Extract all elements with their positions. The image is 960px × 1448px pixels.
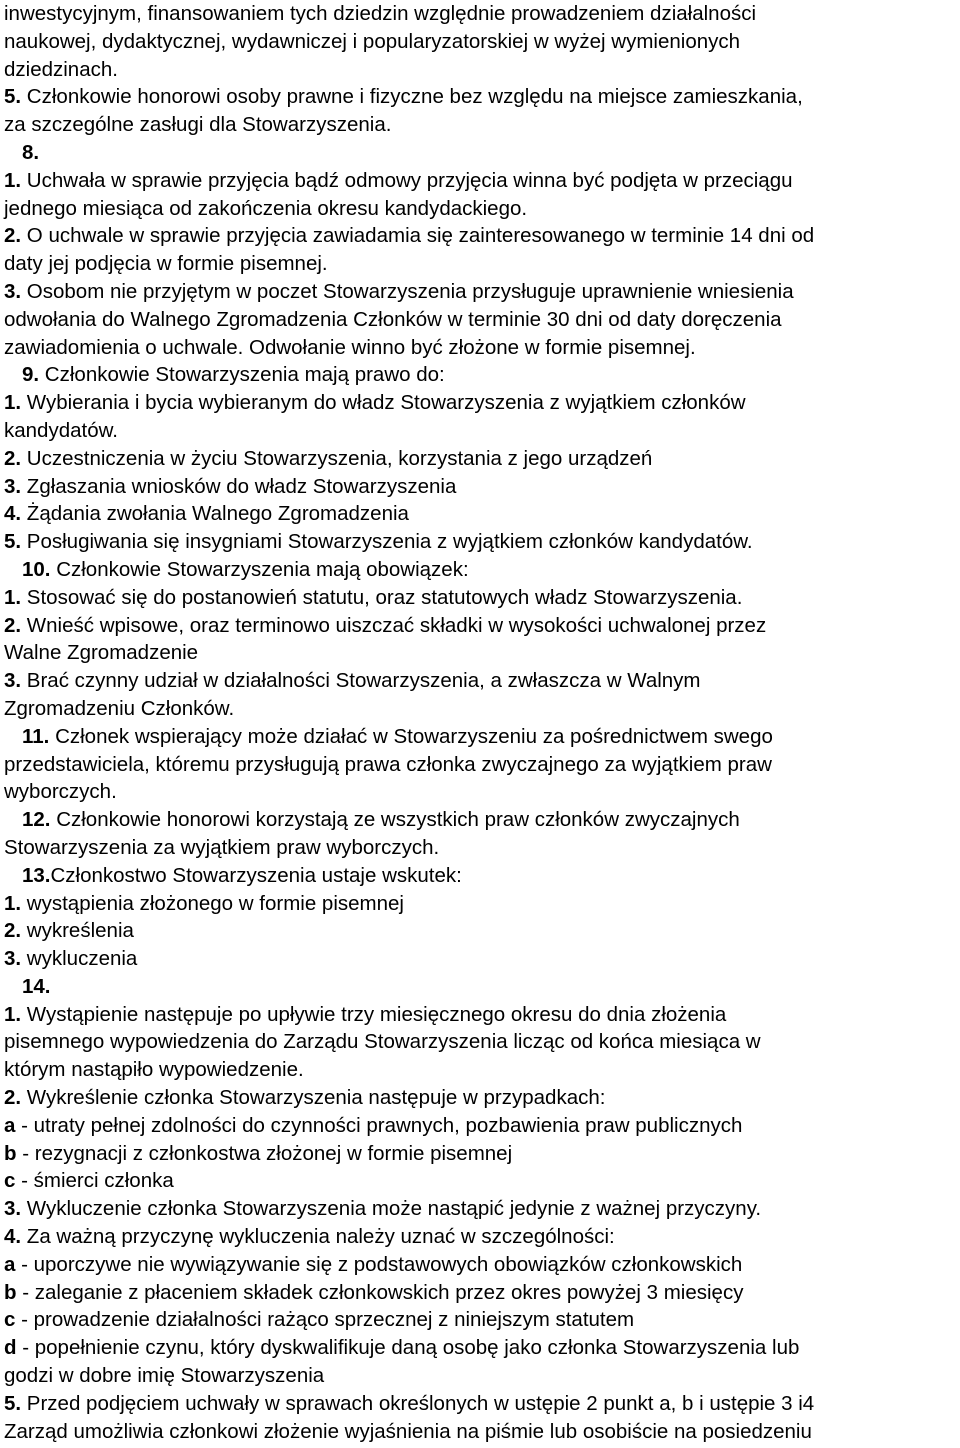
document-line xyxy=(4,751,956,779)
line-text: naukowej, dydaktycznej, wydawniczej i popularyzatorskiej w wyżej wymienionych xyxy=(4,29,741,53)
document-line xyxy=(4,139,956,167)
document-line xyxy=(4,1306,956,1334)
item-number: 4. xyxy=(4,1225,22,1249)
item-number: 3. xyxy=(4,947,22,971)
document-line xyxy=(4,278,956,306)
line-text: Brać czynny udział w działalności Stowarzyszenia, a zwłaszcza w Walnym xyxy=(21,669,701,693)
document-line xyxy=(4,723,956,751)
line-text: Członkowie Stowarzyszenia mają obowiązek: xyxy=(50,557,469,581)
line-text: Przed podjęciem uchwały w sprawach określonych w ustępie 2 punkt a, b i ustępie 3 i4 xyxy=(21,1391,815,1415)
document-line xyxy=(4,0,956,28)
line-text: wystąpienia złożonego w formie pisemnej xyxy=(21,891,404,915)
line-text: Zgromadzeniu Członków. xyxy=(4,696,235,720)
item-number: 3. xyxy=(4,1197,22,1221)
document-line xyxy=(4,890,956,918)
document-line xyxy=(4,167,956,195)
document-line xyxy=(4,973,956,1001)
document-line xyxy=(4,445,956,473)
item-number: 9. xyxy=(22,363,40,387)
document-line xyxy=(4,417,956,445)
document-line xyxy=(4,639,956,667)
line-text: Członkostwo Stowarzyszenia ustaje wskutek: xyxy=(50,863,462,887)
line-text: wyborczych. xyxy=(4,780,117,804)
item-number: c xyxy=(4,1169,16,1193)
line-text: inwestycyjnym, finansowaniem tych dziedzin względnie prowadzeniem działalności xyxy=(4,2,757,25)
document-line xyxy=(4,1334,956,1362)
document-line xyxy=(4,806,956,834)
document-line xyxy=(4,612,956,640)
line-text: Uchwała w sprawie przyjęcia bądź odmowy przyjęcia winna być podjęta w przeciągu xyxy=(21,168,793,192)
document-line xyxy=(4,667,956,695)
document-line xyxy=(4,1084,956,1112)
line-text: godzi w dobre imię Stowarzyszenia xyxy=(4,1364,325,1388)
line-text: wykluczenia xyxy=(21,947,138,971)
line-text: Osobom nie przyjętym w poczet Stowarzyszenia przysługuje uprawnienie wniesienia xyxy=(21,279,794,303)
document-line xyxy=(4,222,956,250)
document-line xyxy=(4,389,956,417)
item-number: a xyxy=(4,1113,16,1137)
document-line xyxy=(4,917,956,945)
line-text: Członek wspierający może działać w Stowarzyszeniu za pośrednictwem swego xyxy=(49,724,773,748)
line-text: - prowadzenie działalności rażąco sprzecznej z niniejszym statutem xyxy=(15,1308,635,1332)
item-number: 5. xyxy=(4,1391,22,1415)
item-number: 4. xyxy=(4,502,22,526)
item-number: 5. xyxy=(4,530,22,554)
line-text: daty jej podjęcia w formie pisemnej. xyxy=(4,252,328,276)
document-line xyxy=(4,1390,956,1418)
document-line xyxy=(4,1112,956,1140)
line-text: przedstawiciela, któremu przysługują prawa członka zwyczajnego za wyjątkiem praw xyxy=(4,752,772,776)
line-text: Wykreślenie członka Stowarzyszenia następuje w przypadkach: xyxy=(21,1086,606,1110)
document-line xyxy=(4,1195,956,1223)
item-number: 8. xyxy=(22,140,40,164)
document-line xyxy=(4,306,956,334)
item-number: 2. xyxy=(4,613,22,637)
document-line xyxy=(4,584,956,612)
line-text: jednego miesiąca od zakończenia okresu kandydackiego. xyxy=(4,196,528,220)
document-line xyxy=(4,1362,956,1390)
document-line xyxy=(4,1223,956,1251)
item-number: 3. xyxy=(4,669,22,693)
document-line xyxy=(4,56,956,84)
document-line xyxy=(4,250,956,278)
document-line xyxy=(4,834,956,862)
document-line xyxy=(4,528,956,556)
line-text: wykreślenia xyxy=(21,919,134,943)
document-line xyxy=(4,195,956,223)
item-number: 3. xyxy=(4,474,22,498)
document-line xyxy=(4,1028,956,1056)
line-text: którym nastąpiło wypowiedzenie. xyxy=(4,1058,304,1082)
item-number: 1. xyxy=(4,585,22,609)
item-number: 2. xyxy=(4,1086,22,1110)
line-text: kandydatów. xyxy=(4,418,118,442)
line-text: Stosować się do postanowień statutu, oraz statutowych władz Stowarzyszenia. xyxy=(21,585,743,609)
line-text: - zaleganie z płaceniem składek członkowskich przez okres powyżej 3 miesięcy xyxy=(16,1280,744,1304)
line-text: - rezygnacji z członkostwa złożonej w formie pisemnej xyxy=(16,1141,513,1165)
line-text: zawiadomienia o uchwale. Odwołanie winno być złożone w formie pisemnej. xyxy=(4,335,696,359)
document-line xyxy=(4,945,956,973)
item-number: 2. xyxy=(4,446,22,470)
line-text: Stowarzyszenia za wyjątkiem praw wyborczych. xyxy=(4,835,440,859)
document-line xyxy=(4,473,956,501)
document-line xyxy=(4,556,956,584)
line-text: Posługiwania się insygniami Stowarzyszenia z wyjątkiem członków kandydatów. xyxy=(21,530,753,554)
document-line xyxy=(4,1418,956,1446)
document-line xyxy=(4,28,956,56)
item-number: 1. xyxy=(4,1002,22,1026)
document-line xyxy=(4,1140,956,1168)
item-number: 3. xyxy=(4,279,22,303)
document-line xyxy=(4,1056,956,1084)
document-line xyxy=(4,1279,956,1307)
item-number: 1. xyxy=(4,391,22,415)
line-text: Zarząd umożliwia członkowi złożenie wyjaśnienia na piśmie lub osobiście na posiedzeniu xyxy=(4,1419,812,1443)
item-number: a xyxy=(4,1252,16,1276)
item-number: 1. xyxy=(4,891,22,915)
document-line xyxy=(4,500,956,528)
item-number: 11. xyxy=(22,724,50,748)
line-text: Walne Zgromadzenie xyxy=(4,641,199,665)
line-text: Za ważną przyczynę wykluczenia należy uznać w szczególności: xyxy=(21,1225,615,1249)
document-line xyxy=(4,1001,956,1029)
item-number: 2. xyxy=(4,919,22,943)
line-text: Wystąpienie następuje po upływie trzy miesięcznego okresu do dnia złożenia xyxy=(21,1002,727,1026)
line-text: O uchwale w sprawie przyjęcia zawiadamia się zainteresowanego w terminie 14 dni od xyxy=(21,224,815,248)
item-number: 1. xyxy=(4,168,22,192)
document-line xyxy=(4,862,956,890)
line-text: Zgłaszania wniosków do władz Stowarzyszenia xyxy=(21,474,457,498)
line-text: - śmierci członka xyxy=(15,1169,174,1193)
line-text: Wnieść wpisowe, oraz terminowo uiszczać składki w wysokości uchwalonej przez xyxy=(21,613,767,637)
line-text: Członkowie Stowarzyszenia mają prawo do: xyxy=(39,363,445,387)
line-text: - uporczywe nie wywiązywanie się z podstawowych obowiązków członkowskich xyxy=(15,1252,743,1276)
item-number: b xyxy=(4,1141,17,1165)
item-number: b xyxy=(4,1280,17,1304)
document-line xyxy=(4,778,956,806)
line-text: - popełnienie czynu, który dyskwalifikuje daną osobę jako członka Stowarzyszenia lub xyxy=(16,1336,800,1360)
line-text: Członkowie honorowi korzystają ze wszystkich praw członków zwyczajnych xyxy=(50,808,740,832)
line-text: odwołania do Walnego Zgromadzenia Członków w terminie 30 dni od daty doręczenia xyxy=(4,307,782,331)
item-number: 14. xyxy=(22,974,51,998)
line-text: Uczestniczenia w życiu Stowarzyszenia, korzystania z jego urządzeń xyxy=(21,446,653,470)
item-number: c xyxy=(4,1308,16,1332)
document-line xyxy=(4,695,956,723)
line-text: za szczególne zasługi dla Stowarzyszenia. xyxy=(4,113,392,137)
document-line xyxy=(4,334,956,362)
item-number: 13. xyxy=(22,863,51,887)
line-text: Żądania zwołania Walnego Zgromadzenia xyxy=(21,502,409,526)
document-line xyxy=(4,361,956,389)
item-number: d xyxy=(4,1336,17,1360)
item-number: 5. xyxy=(4,85,22,109)
document-line xyxy=(4,111,956,139)
item-number: 10. xyxy=(22,557,51,581)
document-line xyxy=(4,83,956,111)
line-text: dziedzinach. xyxy=(4,57,118,81)
document-line xyxy=(4,1167,956,1195)
item-number: 12. xyxy=(22,808,51,832)
document-line xyxy=(4,1251,956,1279)
line-text: - utraty pełnej zdolności do czynności prawnych, pozbawienia praw publicznych xyxy=(15,1113,743,1137)
line-text: Wykluczenie członka Stowarzyszenia może nastąpić jedynie z ważnej przyczyny. xyxy=(21,1197,762,1221)
line-text: Wybierania i bycia wybieranym do władz Stowarzyszenia z wyjątkiem członków xyxy=(21,391,746,415)
item-number: 2. xyxy=(4,224,22,248)
line-text: pisemnego wypowiedzenia do Zarządu Stowarzyszenia licząc od końca miesiąca w xyxy=(4,1030,761,1054)
line-text: Członkowie honorowi osoby prawne i fizyczne bez względu na miejsce zamieszkania, xyxy=(21,85,803,109)
